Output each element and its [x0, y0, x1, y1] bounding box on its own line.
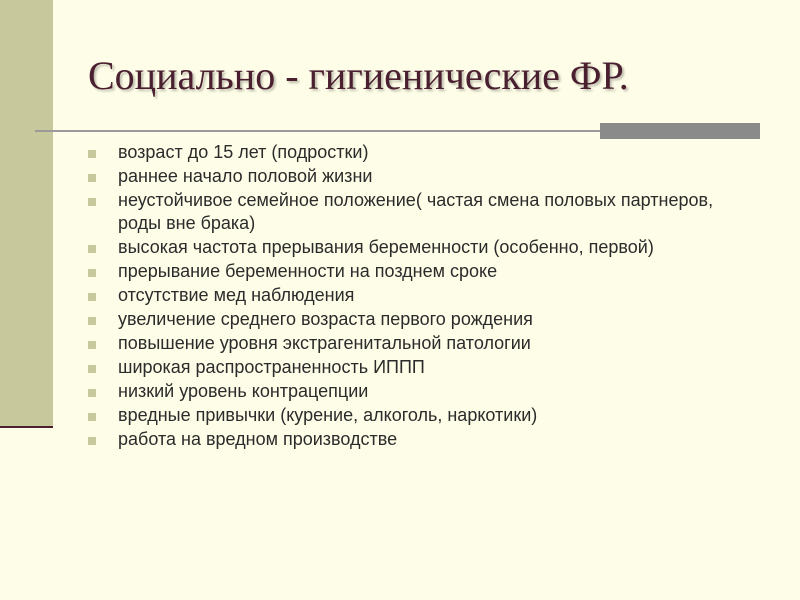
square-bullet-icon	[88, 413, 96, 421]
list-item-text: раннее начало половой жизни	[118, 166, 373, 186]
square-bullet-icon	[88, 365, 96, 373]
left-accent-bar	[0, 0, 53, 427]
list-item-text: прерывание беременности на позднем сроке	[118, 261, 498, 281]
bullet-list	[88, 141, 748, 452]
list-item	[88, 284, 748, 307]
list-item-text: высокая частота прерывания беременности (особенно, первой)	[118, 237, 654, 257]
list-item	[88, 141, 748, 164]
list-item	[88, 356, 748, 379]
list-item	[88, 308, 748, 331]
square-bullet-icon	[88, 389, 96, 397]
list-item	[88, 260, 748, 283]
list-item-text: низкий уровень контрацепции	[118, 381, 369, 401]
square-bullet-icon	[88, 245, 96, 253]
list-item-text: широкая распространенность ИППП	[118, 357, 425, 377]
square-bullet-icon	[88, 269, 96, 277]
title-divider-accent	[600, 123, 760, 139]
list-item-text: увеличение среднего возраста первого рождения	[118, 309, 533, 329]
list-item	[88, 189, 748, 235]
list-item	[88, 380, 748, 403]
square-bullet-icon	[88, 198, 96, 206]
list-item	[88, 428, 748, 451]
list-item-text: отсутствие мед наблюдения	[118, 285, 355, 305]
list-item	[88, 404, 748, 427]
list-item-text: повышение уровня экстрагенитальной патологии	[118, 333, 531, 353]
list-item	[88, 236, 748, 259]
slide-title: Социально - гигиенические ФР.	[88, 53, 629, 98]
square-bullet-icon	[88, 293, 96, 301]
list-item-text: работа на вредном производстве	[118, 429, 398, 449]
list-item	[88, 165, 748, 188]
list-item-text: неустойчивое семейное положение( частая смена половых партнеров, роды вне брака)	[118, 190, 714, 233]
square-bullet-icon	[88, 150, 96, 158]
square-bullet-icon	[88, 317, 96, 325]
list-item-text: вредные привычки (курение, алкоголь, наркотики)	[118, 405, 538, 425]
left-accent-underline	[0, 426, 53, 428]
square-bullet-icon	[88, 437, 96, 445]
list-item-text: возраст до 15 лет (подростки)	[118, 142, 369, 162]
square-bullet-icon	[88, 174, 96, 182]
square-bullet-icon	[88, 341, 96, 349]
list-item	[88, 332, 748, 355]
